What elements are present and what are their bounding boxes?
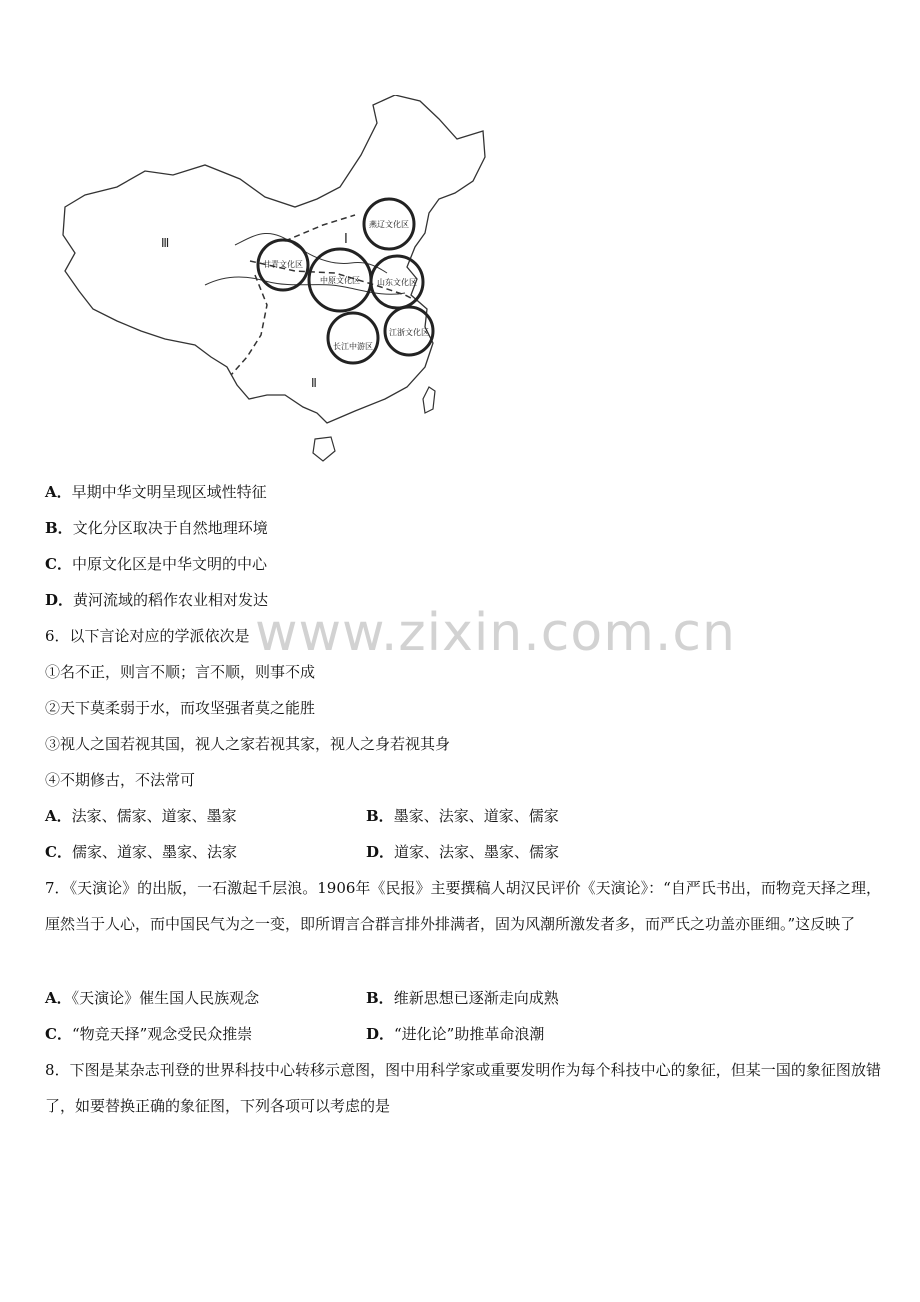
q5-option-a (45, 482, 267, 502)
q6-option-d (366, 842, 559, 862)
q6-item-4: ④不期修古，不法常可 (45, 771, 196, 789)
option-letter: B． (45, 519, 73, 537)
option-letter: D． (366, 843, 395, 861)
boundary-dashed (231, 275, 267, 375)
q7-option-d (366, 1024, 544, 1044)
option-text: 维新思想已逐渐走向成熟 (393, 989, 559, 1007)
option-letter: B． (366, 807, 394, 825)
culture-zone-label: 甘青文化区 (263, 260, 303, 269)
q6-item-3: ③视人之国若视其国，视人之家若视其家，视人之身若视其身 (45, 735, 451, 753)
region-label: Ⅱ (311, 376, 317, 390)
q6-options-row-2 (45, 842, 881, 862)
hainan-outline (313, 437, 335, 461)
q5-option-b (45, 518, 268, 538)
culture-zone-label: 长江中游区 (333, 342, 373, 351)
option-text: “进化论”助推革命浪潮 (394, 1025, 545, 1043)
culture-zone-label: 中原文化区 (320, 276, 360, 285)
q7-options-row-1 (45, 988, 881, 1008)
option-text: 黄河流域的稻作农业相对发达 (73, 591, 269, 609)
option-letter: A． (45, 807, 72, 825)
option-letter: A． (45, 483, 72, 501)
option-letter: A． (45, 989, 72, 1007)
q6-item-2: ②天下莫柔弱于水，而攻坚强者莫之能胜 (45, 699, 316, 717)
q6-options-row-1 (45, 806, 881, 826)
culture-zone-label: 江浙文化区 (389, 328, 429, 337)
option-text: 中原文化区是中华文明的中心 (71, 555, 267, 573)
q7-stem: 7．《天演论》的出版，一石激起千层浪。1906年《民报》主要撰稿人胡汉民评价《天演论》：“自严氏书出，而物竞天择之理，厘然当于人心，而中国民气为之一变，即所谓言合群言排外排满者，固为风潮所激发者多，而严氏之功盖亦匪细。”这反映了 (45, 879, 881, 933)
q5-option-d (45, 590, 268, 610)
option-letter: B． (366, 989, 394, 1007)
option-text: 《天演论》催生国人民族观念 (71, 989, 260, 1007)
china-culture-zone-map (55, 95, 487, 465)
q6-option-c (45, 843, 237, 861)
q8-stem: 8．下图是某杂志刊登的世界科技中心转移示意图，图中用科学家或重要发明作为每个科技中心的象征，但某一国的象征图放错了，如要替换正确的象征图，下列各项可以考虑的是 (45, 1061, 881, 1115)
option-letter: D． (45, 591, 74, 609)
q6-option-b (366, 806, 559, 826)
option-letter: C． (45, 843, 72, 861)
q7-option-b (366, 988, 559, 1008)
region-label: Ⅲ (161, 236, 170, 250)
option-letter: D． (366, 1025, 395, 1043)
q6-stem: 6．以下言论对应的学派依次是 (45, 627, 250, 645)
option-text: 道家、法家、墨家、儒家 (394, 843, 560, 861)
option-text: 文化分区取决于自然地理环境 (72, 519, 268, 537)
q7-option-c (45, 1025, 252, 1043)
watermark: www.zixin.com.cn (255, 603, 736, 663)
option-text: 墨家、法家、道家、儒家 (393, 807, 559, 825)
option-text: 早期中华文明呈现区域性特征 (71, 483, 267, 501)
q6-option-a (45, 807, 237, 825)
option-text: 法家、儒家、道家、墨家 (71, 807, 237, 825)
option-letter: C． (45, 1025, 72, 1043)
option-text: “物竞天择”观念受民众推崇 (71, 1025, 253, 1043)
culture-zone-circle (328, 313, 378, 363)
q7-option-a (45, 989, 259, 1007)
culture-zone-label: 燕辽文化区 (369, 220, 409, 229)
q7-options-row-2 (45, 1024, 881, 1044)
china-outline (63, 95, 485, 423)
q5-option-c (45, 554, 267, 574)
option-text: 儒家、道家、墨家、法家 (71, 843, 237, 861)
taiwan-outline (423, 387, 435, 413)
q6-item-1: ①名不正，则言不顺；言不顺，则事不成 (45, 663, 316, 681)
option-letter: C． (45, 555, 72, 573)
region-label: Ⅰ (344, 232, 348, 247)
culture-zone-label: 山东文化区 (377, 278, 417, 287)
